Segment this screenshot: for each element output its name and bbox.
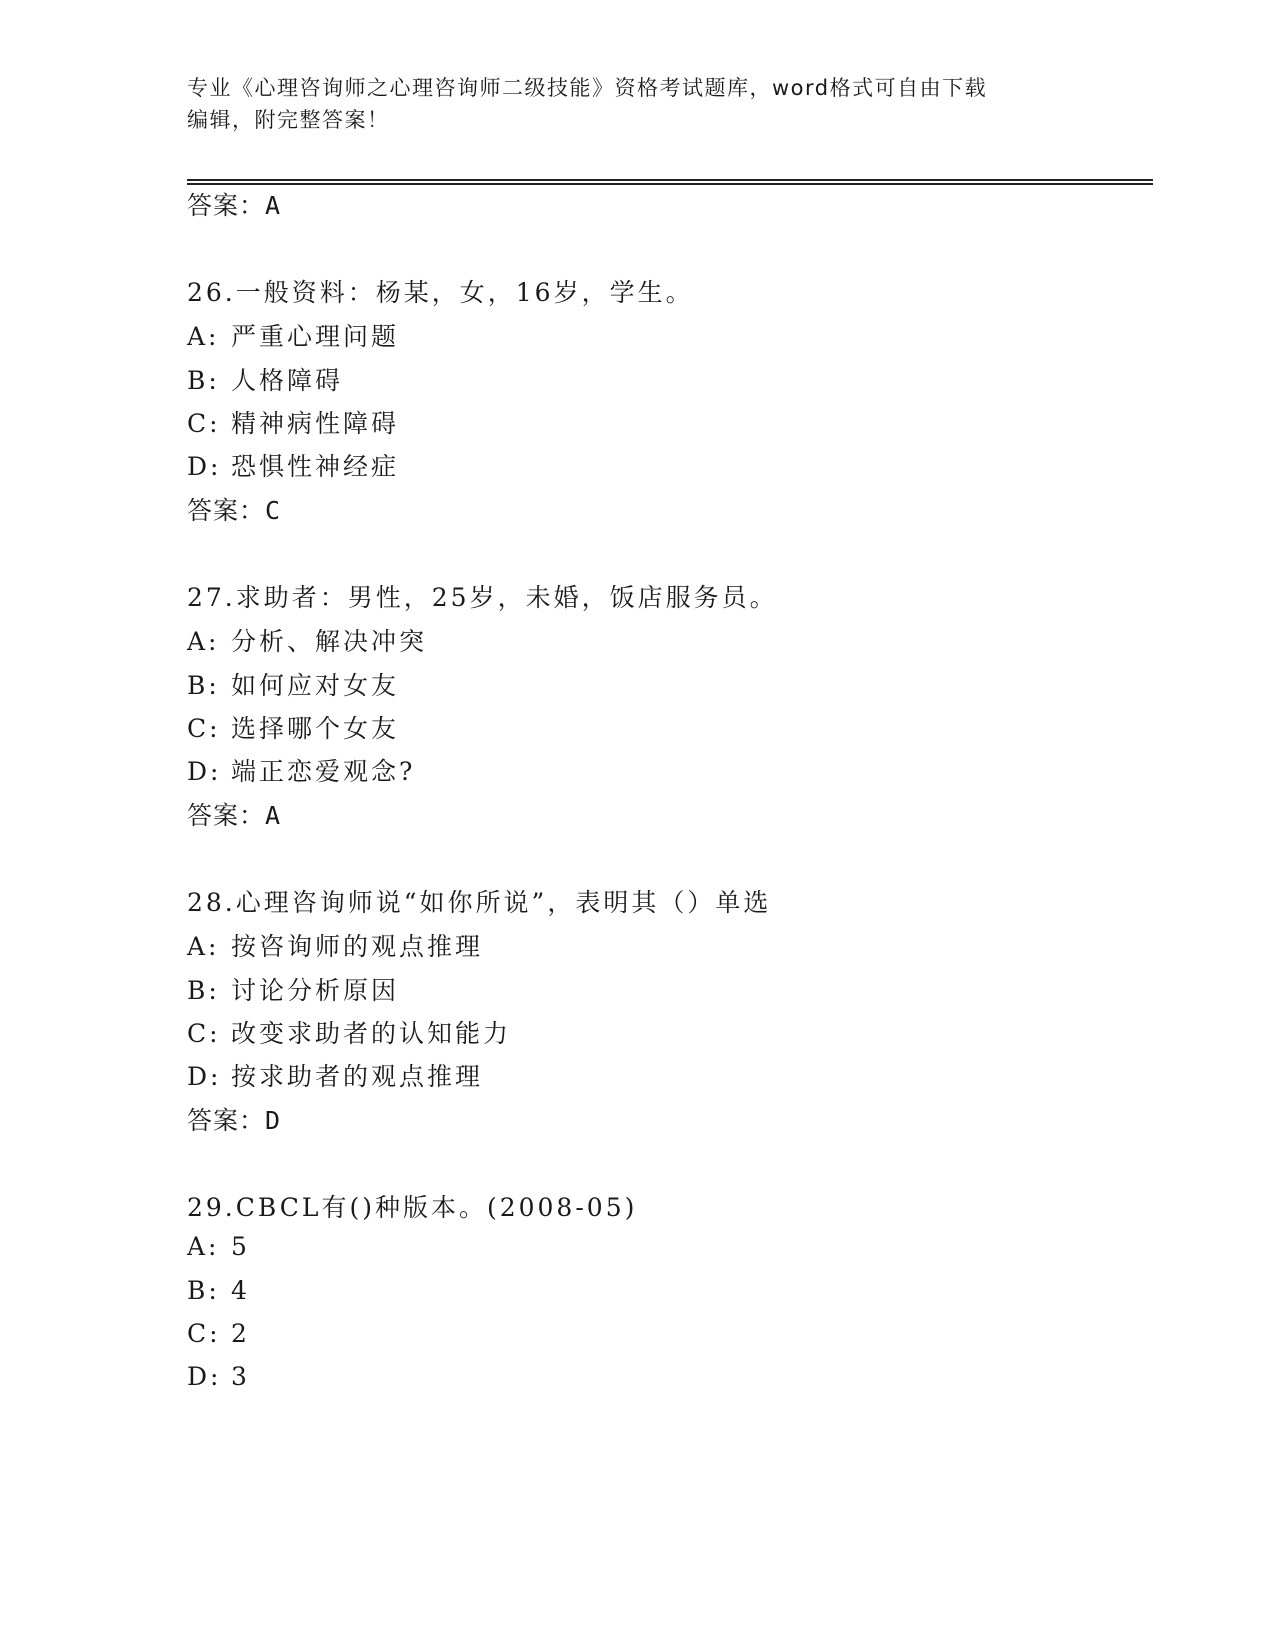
option-text: 改变求助者的认知能力: [231, 1019, 512, 1048]
answer-label: 答案：: [187, 1106, 266, 1135]
option-key: B:: [187, 366, 220, 395]
option-key: C:: [187, 714, 221, 743]
option-key: A:: [187, 932, 220, 961]
answer-value: C: [265, 496, 282, 525]
option-item: [187, 1014, 511, 1050]
question-stem: 29.CBCL有()种版本。(2008-05): [187, 1193, 638, 1222]
header-divider-top: [187, 179, 1153, 181]
option-item: [187, 752, 415, 788]
option-item: [187, 404, 399, 440]
option-text: 恐惧性神经症: [231, 452, 400, 481]
option-key: A:: [187, 322, 220, 351]
option-key: B:: [187, 671, 220, 700]
option-text: 端正恋爱观念?: [231, 757, 416, 786]
option-text: 严重心理问题: [231, 322, 400, 351]
answer-line: [187, 1101, 281, 1137]
header-divider-bottom: [187, 183, 1153, 185]
option-text: 如何应对女友: [231, 671, 400, 700]
option-text: 讨论分析原因: [231, 976, 400, 1005]
answer-label: 答案：: [187, 191, 266, 220]
option-key: A:: [187, 1232, 220, 1261]
option-text: 分析、解决冲突: [231, 627, 428, 656]
option-text: 人格障碍: [231, 366, 344, 395]
question-stem: 28.心理咨询师说“如你所说”，表明其（）单选: [187, 888, 772, 917]
answer-value: D: [265, 1106, 282, 1135]
answer-label: 答案：: [187, 496, 266, 525]
option-item: [187, 1276, 250, 1305]
option-key: D:: [187, 452, 222, 481]
option-key: D:: [187, 1362, 222, 1391]
option-item: [187, 447, 399, 483]
option-key: D:: [187, 1062, 222, 1091]
option-item: [187, 1057, 483, 1093]
option-item: [187, 317, 399, 353]
option-item: [187, 927, 483, 963]
option-key: B:: [187, 1276, 220, 1305]
question-stem: 26.一般资料：杨某，女，16岁，学生。: [187, 278, 694, 307]
answer-value: A: [265, 801, 282, 830]
option-item: [187, 1362, 250, 1391]
option-key: C:: [187, 1319, 221, 1348]
option-item: [187, 709, 399, 745]
option-item: [187, 1232, 250, 1261]
option-key: A:: [187, 627, 220, 656]
option-key: D:: [187, 757, 222, 786]
option-item: [187, 361, 343, 397]
answer-line: [187, 491, 281, 527]
option-item: [187, 971, 399, 1007]
option-text: 选择哪个女友: [231, 714, 400, 743]
question-stem: 27.求助者：男性，25岁，未婚，饭店服务员。: [187, 583, 778, 612]
option-text: 按求助者的观点推理: [231, 1062, 484, 1091]
answer-value: A: [265, 191, 282, 220]
option-text: 精神病性障碍: [231, 409, 400, 438]
document-header: [187, 72, 1087, 136]
option-text: 5: [231, 1232, 250, 1261]
option-text: 按咨询师的观点推理: [231, 932, 484, 961]
option-item: [187, 666, 399, 702]
answer-line: [187, 796, 281, 832]
option-text: 3: [231, 1362, 250, 1391]
header-line-2: 编辑，附完整答案！: [187, 108, 390, 132]
answer-line-prev: [187, 186, 281, 222]
option-item: [187, 1319, 250, 1348]
header-line-1: 专业《心理咨询师之心理咨询师二级技能》资格考试题库，word格式可自由下载: [187, 76, 988, 100]
option-key: B:: [187, 976, 220, 1005]
option-text: 2: [231, 1319, 250, 1348]
option-key: C:: [187, 1019, 221, 1048]
option-key: C:: [187, 409, 221, 438]
answer-label: 答案：: [187, 801, 266, 830]
option-text: 4: [231, 1276, 250, 1305]
option-item: [187, 622, 427, 658]
